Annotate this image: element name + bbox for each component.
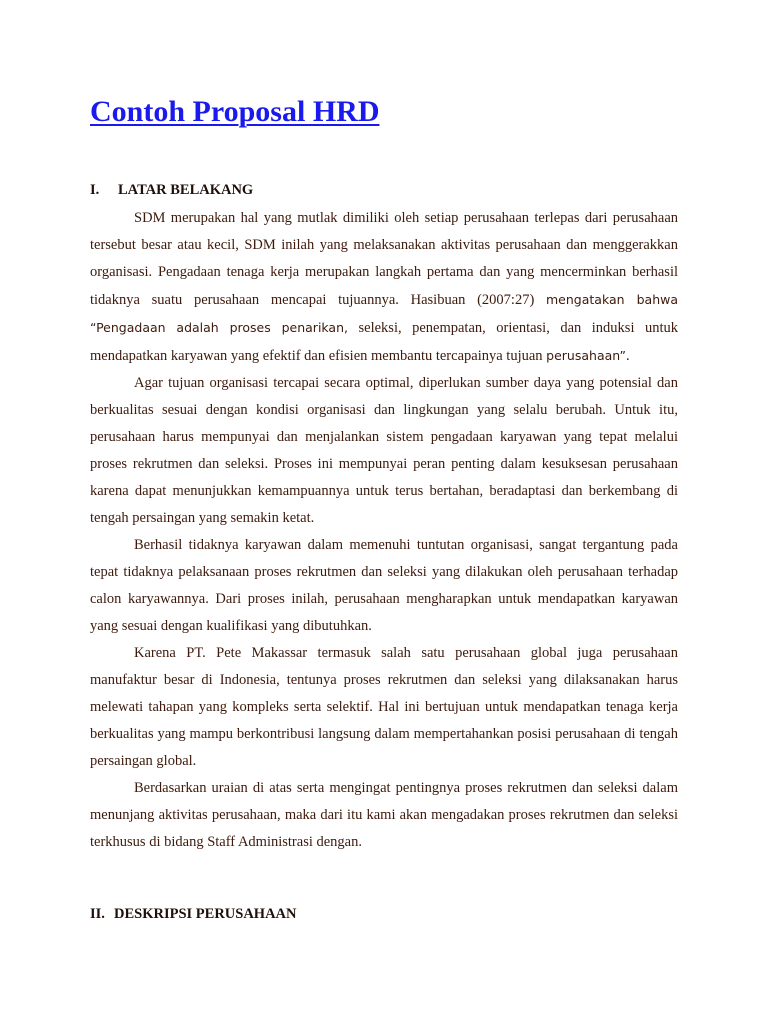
paragraph-4: Karena PT. Pete Makassar termasuk salah satu perusahaan global juga perusahaan manufaktur besar di Indonesia, tentunya proses rekrutmen dan seleksi yang dilaksanakan harus melewati tahapan yang kompleks serta selektif. Hal ini bertujuan untuk mendapatkan tenaga kerja berkualitas yang mampu berkontribusi langsung dalam mempertahankan posisi perusahaan di tengah persaingan global.	[90, 645, 678, 769]
page-title-link[interactable]: Contoh Proposal HRD	[90, 95, 380, 128]
quote-text: mengatakan bahwa “Pengadaan adalah proses penarikan,	[90, 292, 678, 335]
section-number: I.	[90, 182, 100, 198]
paragraph-1-text: SDM merupakan hal yang mutlak dimiliki oleh setiap perusahaan terlepas dari perusahaan tersebut besar atau kecil, SDM inilah yang melaksanakan aktivitas perusahaan dan menggerakkan organisasi. Pengadaan tenaga kerja merupakan langkah pertama dan yang mencerminkan berhasil tidaknya suatu perusahaan mencapai tujuannya. Hasibuan (2007:27)	[90, 210, 678, 308]
section-heading-deskripsi-perusahaan	[90, 904, 297, 924]
paragraph-2: Agar tujuan organisasi tercapai secara optimal, diperlukan sumber daya yang potensial dan berkualitas sesuai dengan kondisi organisasi dan lingkungan yang selalu berubah. Untuk itu, perusahaan harus mempunyai dan menjalankan sistem pengadaan karyawan yang tepat melalui proses rekrutmen dan seleksi. Proses ini mempunyai peran penting dalam kesuksesan perusahaan karena dapat menunjukkan kemampuannya untuk terus bertahan, beradaptasi dan berkembang di tengah persaingan yang semakin ketat.	[90, 375, 678, 526]
section-heading-text: DESKRIPSI PERUSAHAAN	[114, 906, 297, 922]
quote-end: perusahaan”	[546, 348, 626, 363]
paragraph-1-text-cont: seleksi, penempatan, orientasi, dan induksi untuk mendapatkan karyawan yang efektif dan efisien membantu tercapainya tujuan	[90, 320, 679, 364]
section-heading-text: LATAR BELAKANG	[118, 182, 254, 198]
section-body	[90, 205, 678, 856]
paragraph-5: Berdasarkan uraian di atas serta mengingat pentingnya proses rekrutmen dan seleksi dalam menunjang aktivitas perusahaan, maka dari itu kami akan mengadakan proses rekrutmen dan seleksi terkhusus di bidang Staff Administrasi dengan.	[90, 780, 678, 850]
paragraph-3: Berhasil tidaknya karyawan dalam memenuhi tuntutan organisasi, sangat tergantung pada tepat tidaknya pelaksanaan proses rekrutmen dan seleksi yang dilakukan oleh perusahaan terhadap calon karyawannya. Dari proses inilah, perusahaan mengharapkan untuk mendapatkan karyawan yang sesuai dengan kualifikasi yang dibutuhkan.	[90, 537, 678, 634]
paragraph-1	[90, 205, 678, 370]
section-heading-latar-belakang	[90, 180, 253, 200]
section-number: II.	[90, 906, 105, 922]
paragraph-1-end: .	[625, 348, 630, 364]
